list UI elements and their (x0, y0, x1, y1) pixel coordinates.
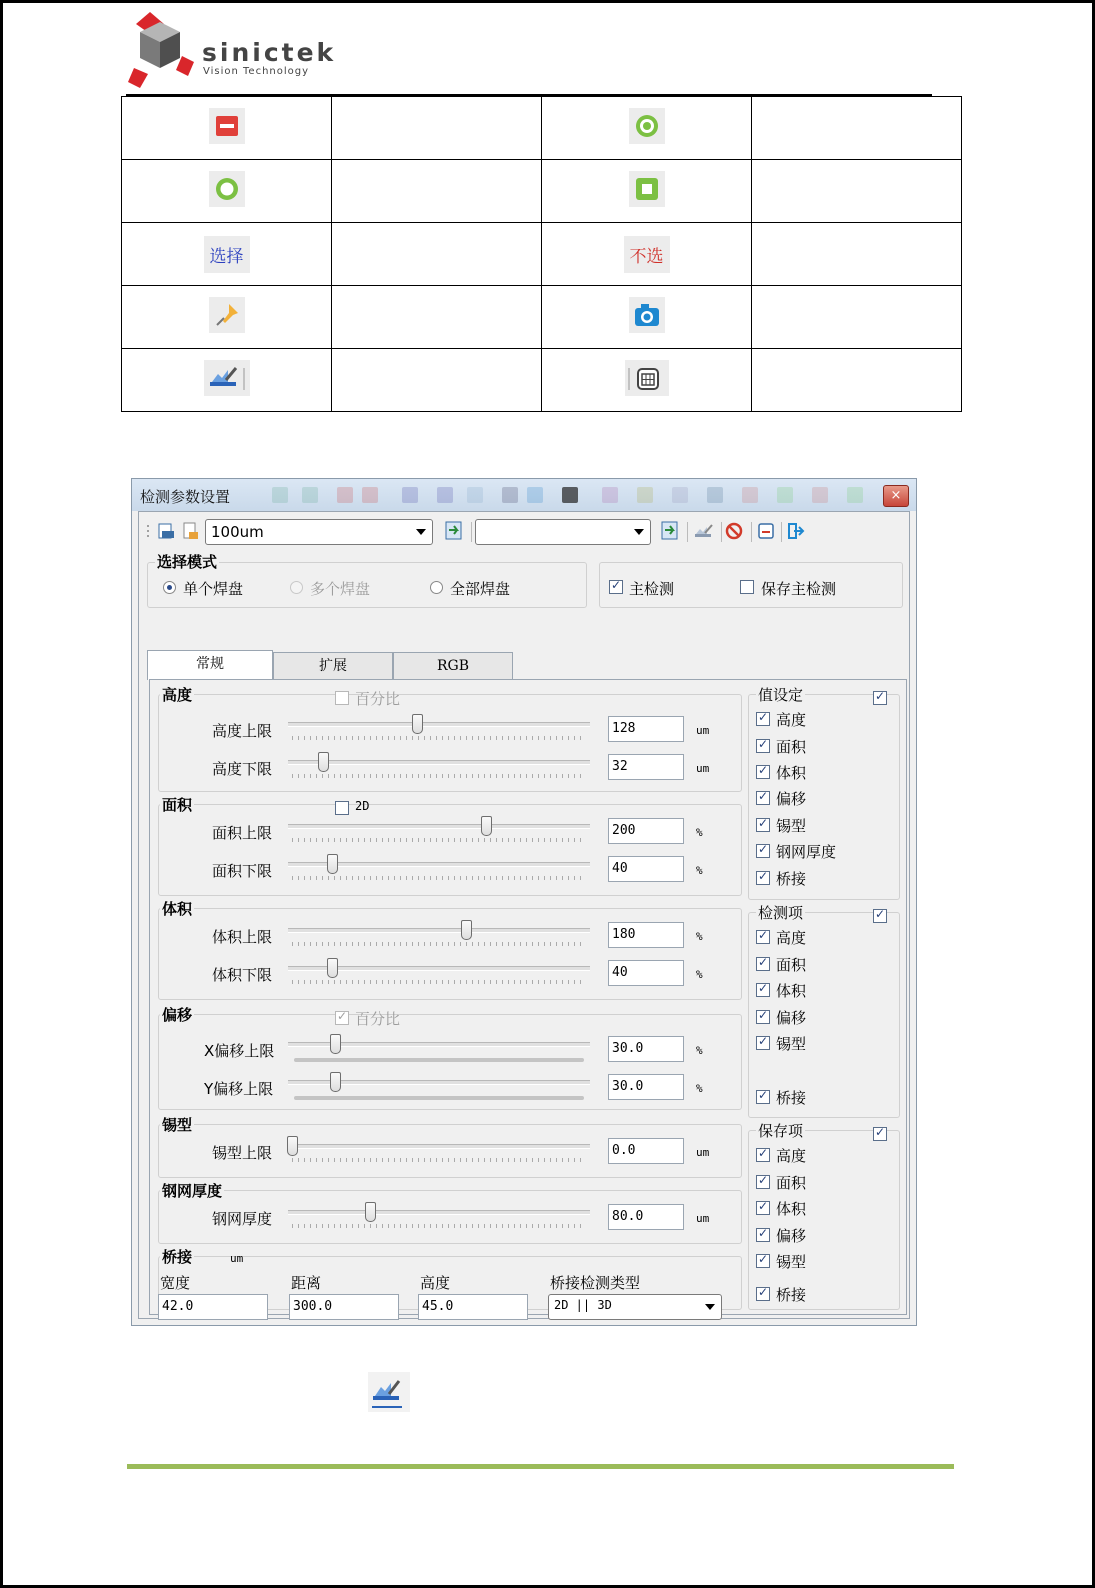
save-offset-checkbox[interactable] (756, 1228, 770, 1242)
value-settings-group (748, 694, 900, 900)
height-percent-checkbox[interactable] (335, 691, 349, 705)
toolbar-separator (687, 522, 688, 542)
save-bridge-label: 桥接 (776, 1286, 807, 1304)
logo-brand-text: sinictek (202, 38, 337, 67)
background-icon (337, 487, 353, 503)
height-upper-label: 高度上限 (212, 722, 273, 740)
volume-upper-label: 体积上限 (212, 928, 273, 946)
import-icon[interactable] (443, 520, 465, 542)
area-2d-checkbox[interactable] (335, 801, 349, 815)
check-height-checkbox[interactable] (756, 930, 770, 944)
check-offset-label: 偏移 (776, 1009, 807, 1027)
height-upper-slider-thumb[interactable] (412, 714, 423, 734)
height-lower-input[interactable]: 32 (608, 754, 684, 780)
volume-lower-input[interactable]: 40 (608, 960, 684, 986)
height-group-title: 高度 (162, 686, 193, 704)
cube-logo-icon (128, 12, 200, 90)
background-icon (437, 487, 453, 503)
height-upper-input[interactable]: 128 (608, 716, 684, 742)
bridge-group-title: 桥接 (162, 1248, 193, 1266)
save-volume-label: 体积 (776, 1200, 807, 1218)
slider-ticks (292, 1224, 586, 1228)
value-area-checkbox[interactable] (756, 739, 770, 753)
offset-x-label: X偏移上限 (204, 1042, 275, 1060)
table-row (122, 97, 962, 160)
toolbar-grip-icon (145, 523, 151, 541)
description-cell (752, 223, 962, 286)
save-area-checkbox[interactable] (756, 1175, 770, 1189)
background-icon (742, 487, 758, 503)
check-volume-checkbox[interactable] (756, 983, 770, 997)
table-row (122, 349, 962, 412)
height-lower-label: 高度下限 (212, 760, 273, 778)
offset-y-input[interactable]: 30.0 (608, 1074, 684, 1100)
toolbar-separator (751, 522, 752, 542)
background-icon (362, 487, 378, 503)
table-row (122, 160, 962, 223)
value-solder-checkbox[interactable] (756, 818, 770, 832)
radio-multi-pad-label: 多个焊盘 (310, 580, 371, 598)
save-icon[interactable] (757, 522, 775, 540)
green-square-icon (629, 171, 665, 211)
height-lower-unit: um (696, 762, 710, 775)
volume-upper-input[interactable]: 180 (608, 922, 684, 948)
green-target-icon (629, 108, 665, 148)
bridge-width-label: 宽度 (160, 1274, 191, 1292)
area-lower-input[interactable]: 40 (608, 856, 684, 882)
green-ring-icon (209, 171, 245, 211)
value-settings-all-checkbox[interactable] (873, 691, 887, 705)
offset-x-slider-thumb[interactable] (330, 1034, 341, 1054)
check-area-checkbox[interactable] (756, 957, 770, 971)
value-stencil-label: 钢网厚度 (776, 843, 837, 861)
background-icon (637, 487, 653, 503)
background-icon (302, 487, 318, 503)
value-bridge-label: 桥接 (776, 870, 807, 888)
exit-icon[interactable] (787, 522, 805, 540)
slider-ticks (292, 838, 586, 842)
tab-general[interactable]: 常规 (147, 650, 273, 680)
value-bridge-checkbox[interactable] (756, 871, 770, 885)
save-bridge-checkbox[interactable] (756, 1287, 770, 1301)
height-percent-label: 百分比 (355, 690, 401, 708)
save-volume-checkbox[interactable] (756, 1201, 770, 1215)
stencil-thickness-label: 钢网厚度 (212, 1210, 273, 1228)
bridge-height-label: 高度 (420, 1274, 451, 1292)
edit-chart-icon (204, 360, 250, 400)
main-check-checkbox[interactable] (609, 580, 623, 594)
volume-lower-unit: % (696, 968, 703, 981)
bridge-type-value: 2D || 3D (554, 1298, 612, 1312)
area-lower-label: 面积下限 (212, 862, 273, 880)
bridge-width-input[interactable]: 42.0 (158, 1294, 268, 1320)
save-solder-label: 锡型 (776, 1253, 807, 1271)
pin-icon (209, 297, 245, 337)
offset-group-title: 偏移 (162, 1006, 193, 1024)
select-icon (204, 236, 250, 273)
description-cell (752, 160, 962, 223)
save-main-check-label: 保存主检测 (761, 580, 837, 598)
toolbar-separator (721, 522, 722, 542)
height-lower-slider-thumb[interactable] (318, 752, 329, 772)
check-bridge-checkbox[interactable] (756, 1090, 770, 1104)
background-icon (502, 487, 518, 503)
table-row (122, 286, 962, 349)
offset-x-input[interactable]: 30.0 (608, 1036, 684, 1062)
calendar-grid-icon (625, 360, 669, 400)
save-items-all-checkbox[interactable] (873, 1127, 887, 1141)
area-lower-slider-thumb[interactable] (327, 854, 338, 874)
check-offset-checkbox[interactable] (756, 1010, 770, 1024)
background-icon (847, 487, 863, 503)
volume-lower-label: 体积下限 (212, 966, 273, 984)
bridge-type-select[interactable] (548, 1294, 722, 1320)
select-icon-text: 选择 (209, 246, 244, 267)
save-main-check-checkbox[interactable] (740, 580, 754, 594)
background-icon (707, 487, 723, 503)
description-cell (332, 160, 542, 223)
solder-upper-slider-thumb[interactable] (287, 1136, 298, 1156)
bridge-distance-input[interactable]: 300.0 (289, 1294, 399, 1320)
radio-single-pad-label: 单个焊盘 (183, 580, 244, 598)
radio-single-pad[interactable] (163, 581, 176, 594)
solder-upper-label: 锡型上限 (212, 1144, 273, 1162)
offset-y-level-bar (294, 1096, 584, 1100)
footer-divider (127, 1464, 954, 1469)
value-stencil-checkbox[interactable] (756, 844, 770, 858)
volume-upper-slider-thumb[interactable] (461, 920, 472, 940)
area-upper-slider-track (288, 824, 590, 829)
value-volume-checkbox[interactable] (756, 765, 770, 779)
slider-ticks (292, 736, 586, 740)
background-icon (527, 487, 543, 503)
export-icon[interactable] (659, 520, 681, 542)
background-icon (672, 487, 688, 503)
radio-all-pad[interactable] (430, 581, 443, 594)
area-lower-unit: % (696, 864, 703, 877)
description-cell (752, 349, 962, 412)
offset-y-label: Y偏移上限 (204, 1080, 274, 1098)
area-upper-label: 面积上限 (212, 824, 273, 842)
toolbar-separator (781, 522, 782, 542)
inspection-params-dialog (131, 478, 917, 1326)
check-items-all-checkbox[interactable] (873, 909, 887, 923)
check-height-label: 高度 (776, 929, 807, 947)
deselect-icon-text: 不选 (629, 246, 664, 267)
background-icon (777, 487, 793, 503)
new-file-icon[interactable] (181, 522, 199, 540)
save-height-checkbox[interactable] (756, 1148, 770, 1162)
save-offset-label: 偏移 (776, 1227, 807, 1245)
offset-x-unit: % (696, 1044, 703, 1057)
bridge-distance-label: 距离 (291, 1274, 322, 1292)
radio-multi-pad[interactable] (290, 581, 303, 594)
volume-upper-unit: % (696, 930, 703, 943)
save-height-label: 高度 (776, 1147, 807, 1165)
slider-ticks (292, 942, 586, 946)
save-area-label: 面积 (776, 1174, 807, 1192)
background-icon (467, 487, 483, 503)
offset-percent-checkbox[interactable] (335, 1011, 349, 1025)
save-items-title: 保存项 (758, 1122, 804, 1140)
value-offset-checkbox[interactable] (756, 791, 770, 805)
offset-x-level-bar (294, 1058, 584, 1062)
close-button[interactable]: × (883, 485, 909, 507)
camera-icon (629, 297, 665, 337)
tab-extended[interactable]: 扩展 (273, 652, 393, 679)
solder-upper-slider-track (288, 1144, 590, 1149)
value-settings-title: 值设定 (758, 686, 804, 704)
tab-rgb[interactable]: RGB (393, 652, 513, 679)
stencil-thickness-title: 钢网厚度 (162, 1182, 223, 1200)
volume-lower-slider-thumb[interactable] (327, 958, 338, 978)
solder-type-title: 锡型 (162, 1116, 193, 1134)
value-solder-label: 锡型 (776, 817, 807, 835)
description-cell (752, 97, 962, 160)
value-offset-label: 偏移 (776, 790, 807, 808)
height-upper-slider-track (288, 722, 590, 727)
stencil-thickness-slider-track (288, 1210, 590, 1215)
slider-ticks (292, 774, 586, 778)
check-bridge-label: 桥接 (776, 1089, 807, 1107)
check-solder-label: 锡型 (776, 1035, 807, 1053)
value-area-label: 面积 (776, 738, 807, 756)
volume-upper-slider-track (288, 928, 590, 933)
description-cell (332, 286, 542, 349)
stencil-thickness-slider-thumb[interactable] (365, 1202, 376, 1222)
description-cell (332, 223, 542, 286)
volume-group-title: 体积 (162, 900, 193, 918)
offset-y-unit: % (696, 1082, 703, 1095)
background-icon (562, 487, 578, 503)
offset-percent-label: 百分比 (355, 1010, 401, 1028)
solder-upper-input[interactable]: 0.0 (608, 1138, 684, 1164)
table-row (122, 223, 962, 286)
logo-tagline: Vision Technology (203, 66, 310, 77)
background-icon (402, 487, 418, 503)
check-solder-checkbox[interactable] (756, 1036, 770, 1050)
company-logo (128, 12, 337, 90)
check-items-group (748, 912, 900, 1118)
background-icon (272, 487, 288, 503)
edit-chart-icon[interactable] (693, 521, 715, 541)
save-solder-checkbox[interactable] (756, 1254, 770, 1268)
background-icon (602, 487, 618, 503)
check-items-title: 检测项 (758, 904, 804, 922)
value-height-label: 高度 (776, 711, 807, 729)
area-upper-input[interactable]: 200 (608, 818, 684, 844)
check-volume-label: 体积 (776, 982, 807, 1000)
description-cell (332, 97, 542, 160)
bridge-unit: um (230, 1252, 244, 1265)
dialog-body (138, 511, 910, 1319)
check-area-label: 面积 (776, 956, 807, 974)
stencil-thickness-input[interactable]: 80.0 (608, 1204, 684, 1230)
area-upper-unit: % (696, 826, 703, 839)
prohibit-icon[interactable] (725, 522, 743, 540)
height-upper-unit: um (696, 724, 710, 737)
background-icon (812, 487, 828, 503)
slider-ticks (292, 876, 586, 880)
slider-ticks (292, 1158, 586, 1162)
dialog-title: 检测参数设置 (140, 488, 231, 506)
solder-upper-unit: um (696, 1146, 710, 1159)
area-2d-label: 2D (355, 799, 370, 813)
bridge-type-label: 桥接检测类型 (550, 1274, 641, 1292)
toolbar (145, 516, 905, 546)
dialog-titlebar[interactable] (132, 479, 916, 511)
program-combo[interactable] (475, 519, 651, 545)
radio-all-pad-label: 全部焊盘 (450, 580, 511, 598)
icon-legend-table (121, 96, 962, 412)
description-cell (332, 349, 542, 412)
select-mode-title: 选择模式 (157, 553, 218, 571)
value-height-checkbox[interactable] (756, 712, 770, 726)
description-cell (752, 286, 962, 349)
deselect-icon (624, 236, 670, 273)
resolution-combo-value: 100um (211, 523, 264, 541)
tab-general-pane (149, 679, 907, 1315)
open-file-icon[interactable] (157, 522, 175, 540)
edit-chart-icon (368, 1372, 410, 1416)
chevron-down-icon (634, 529, 644, 535)
main-check-label: 主检测 (629, 580, 675, 598)
bridge-height-input[interactable]: 45.0 (418, 1294, 528, 1320)
red-minus-icon (209, 108, 245, 148)
chevron-down-icon (705, 1304, 715, 1310)
resolution-combo[interactable] (205, 519, 433, 545)
area-group-title: 面积 (162, 796, 193, 814)
chevron-down-icon (416, 529, 426, 535)
toolbar-separator (471, 522, 472, 542)
value-volume-label: 体积 (776, 764, 807, 782)
slider-ticks (292, 980, 586, 984)
height-lower-slider-track (288, 760, 590, 765)
save-items-group (748, 1130, 900, 1310)
stencil-thickness-unit: um (696, 1212, 710, 1225)
area-upper-slider-thumb[interactable] (481, 816, 492, 836)
offset-y-slider-thumb[interactable] (330, 1072, 341, 1092)
